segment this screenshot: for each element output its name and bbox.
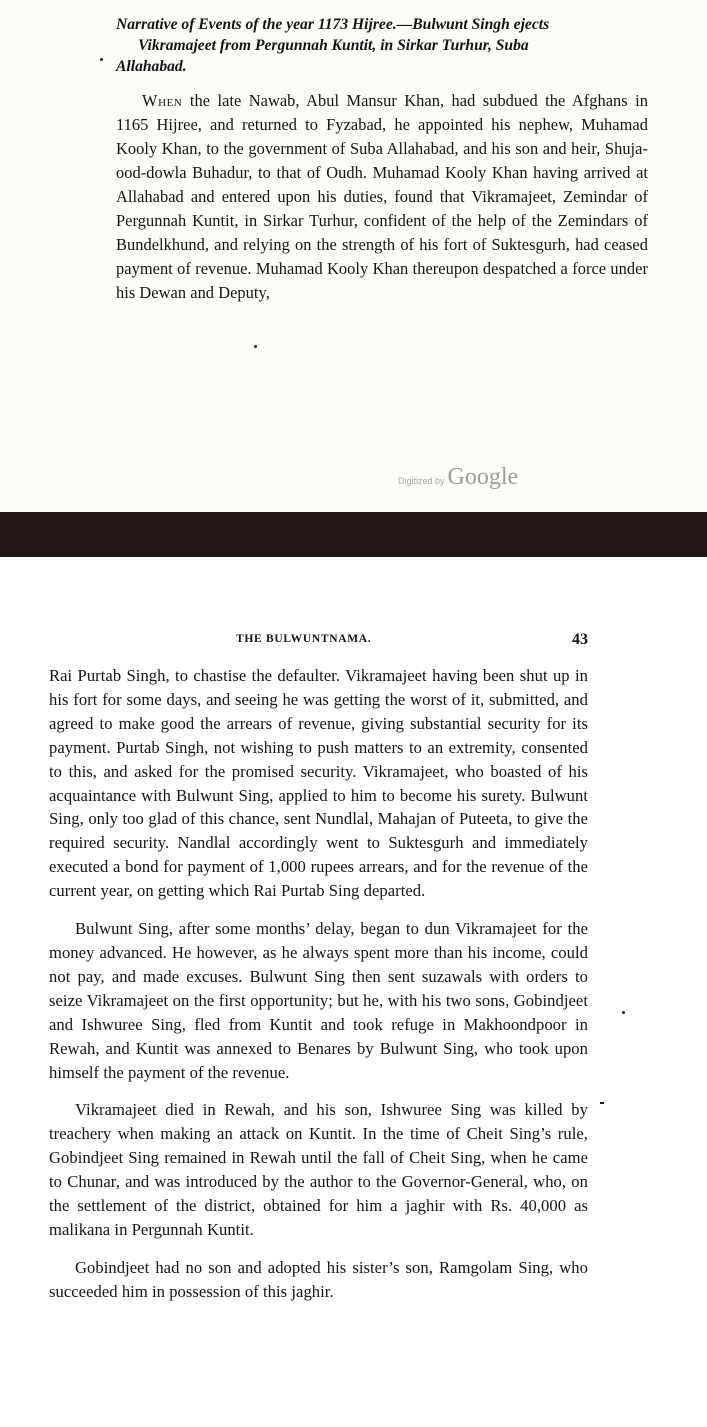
paragraph-body: the late Nawab, Abul Mansur Khan, had subdued the Afghans in 1165 Hijree, and returned to Fyzabad, he appointed his nephew, Muhamad Kooly Khan, to the government of Suba Allahabad, and his son and heir, Shuja-ood-dowla Buhadur, to that of Oudh. Muhamad Kooly Khan having arrived at Allahabad and entered upon his duties, found that Vikramajeet, Zemindar of Pergunnah Kuntit, in Sirkar Turhur, confident of the help of the Zemindars of Bundelkhund, and relying on the strength of his fort of Suktesgurh, had ceased payment of revenue. Muhamad Kooly Khan thereupon despatched a force under his Dewan and Deputy, [116, 91, 648, 302]
watermark-brand: Google [447, 464, 519, 490]
paragraph-4: Gobindjeet had no son and adopted his sister’s son, Ramgolam Sing, who succeeded him in possession of this jaghir. [49, 1257, 588, 1301]
running-title: THE BULWUNTNAMA. [236, 633, 372, 645]
paragraph-2: Bulwunt Sing, after some months’ delay, began to dun Vikramajeet for the money advanced. He however, as he always spent more than his income, could not pay, and made excuses. Bulwunt Sing then sent suzawals with orders to seize Vikramajeet on the first opportunity; but he, with his two sons, Gobindjeet and Ishwuree Sing, fled from Kuntit and took refuge in Makhoondpoor in Rewah, and Kuntit was annexed to Benares by Bulwunt Sing, who took upon himself the payment of the revenue. [49, 919, 588, 1082]
running-header [236, 631, 588, 651]
scan-speck [254, 345, 257, 348]
upper-scanned-page [0, 0, 707, 512]
chapter-heading-line-2: Vikramajeet from Pergunnah Kuntit, in Sirkar Turhur, Suba [138, 37, 529, 54]
page-number: 43 [572, 631, 588, 648]
chapter-heading [116, 14, 648, 77]
scan-speck [100, 58, 103, 61]
chapter-heading-line-3: Allahabad. [116, 58, 187, 75]
watermark-prefix: Digitized by [398, 476, 445, 486]
chapter-heading-line-1: Narrative of Events of the year 1173 Hijree.—Bulwunt Singh ejects [116, 16, 550, 33]
upper-page-paragraph [116, 89, 648, 305]
paragraph-lead-word: When [142, 91, 183, 110]
scan-speck [600, 1102, 604, 1104]
lower-page-text-block [49, 664, 588, 1318]
upper-page-text-block [116, 14, 648, 305]
paragraph-3: Vikramajeet died in Rewah, and his son, Ishwuree Sing was killed by treachery when making an attack on Kuntit. In the time of Cheit Sing’s rule, Gobindjeet Sing remained in Rewah until the fall of Cheit Sing, when he came to Chunar, and was introduced by the author to the Governor-General, who, on the settlement of the district, obtained for him a jaghir with Rs. 40,000 as malikana in Pergunnah Kuntit. [49, 1100, 588, 1239]
scan-speck [622, 1011, 625, 1014]
page-divider-band [0, 512, 707, 557]
paragraph-1: Rai Purtab Singh, to chastise the defaulter. Vikramajeet having been shut up in his fort for some days, and seeing he was getting the worst of it, submitted, and agreed to make good the arrears of revenue, giving substantial security for its payment. Purtab Singh, not wishing to push matters to an extremity, consented to this, and asked for the promised security. Vikramajeet, who boasted of his acquaintance with Bulwunt Sing, applied to him to become his surety. Bulwunt Sing, only too glad of this chance, sent Nundlal, Mahajan of Puteeta, to give the required security. Nandlal accordingly went to Suktesgurh and immediately executed a bond for payment of 1,000 rupees arrears, and for the revenue of the current year, on getting which Rai Purtab Sing departed. [49, 666, 588, 901]
digitized-watermark [398, 464, 518, 491]
